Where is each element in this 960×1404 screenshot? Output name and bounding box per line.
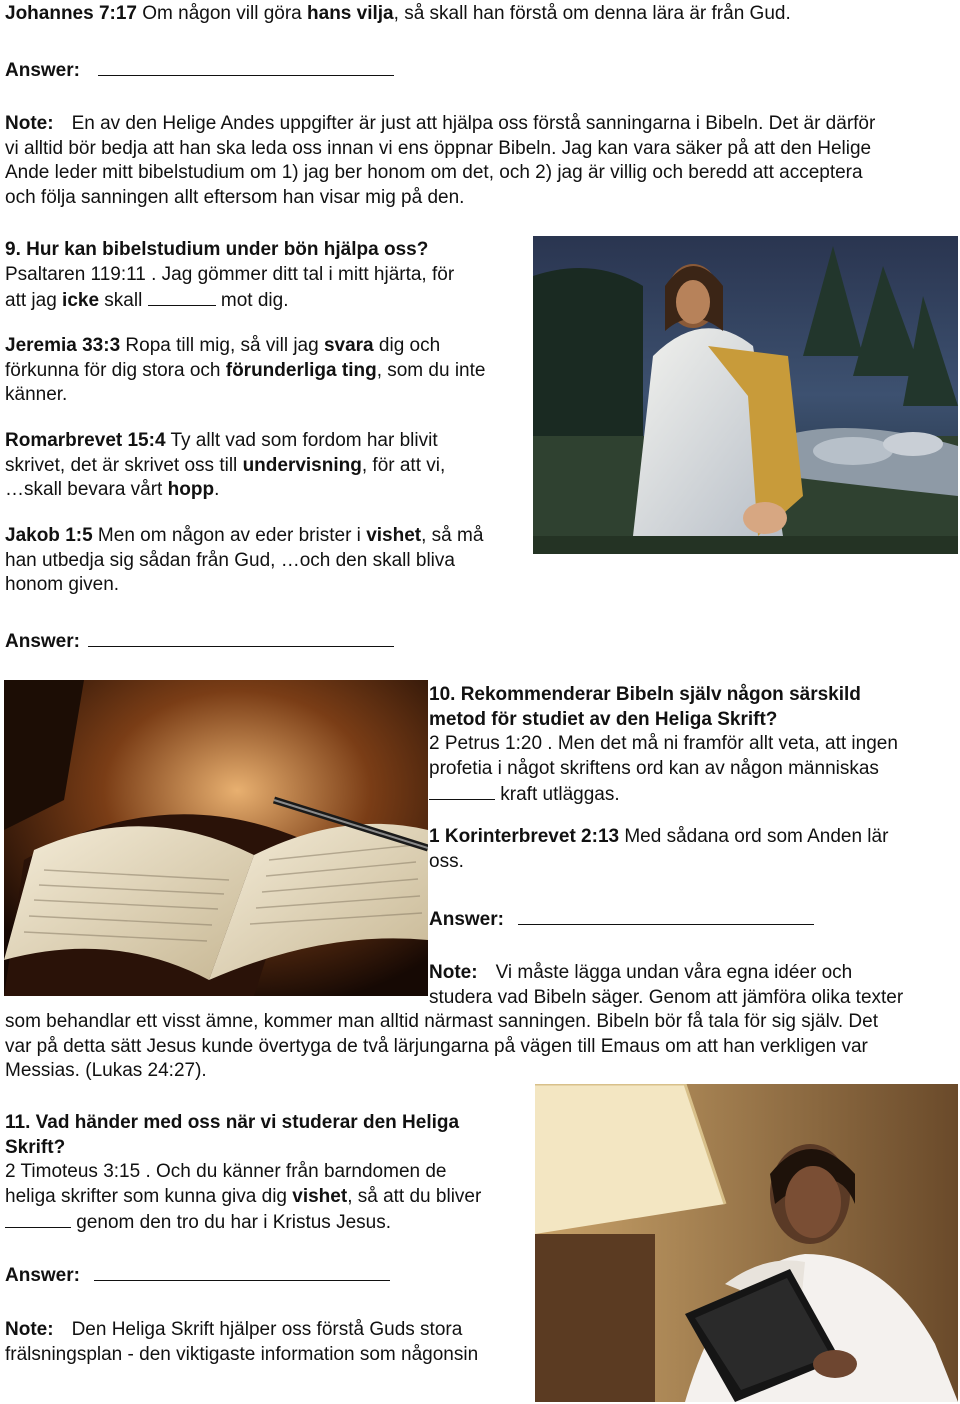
note-label: Note: xyxy=(5,113,54,134)
note-label: Note: xyxy=(429,962,478,983)
question-11: 11. Vad händer med oss när vi studerar den Heliga Skrift? 2 Timoteus 3:15 . Och du känner från barndomen de heliga skrifter som kunna giva dig vishet, så att du bliver genom den tro du har i Kristus Jesus. xyxy=(5,1112,482,1233)
answer-row-q8 xyxy=(5,57,394,84)
answer-label: Answer: xyxy=(5,60,80,81)
woman-reading-image xyxy=(535,1084,958,1402)
answer-blank[interactable] xyxy=(98,57,394,76)
answer-blank[interactable] xyxy=(88,628,394,647)
answer-row-q10 xyxy=(429,906,814,933)
note-label: Note: xyxy=(5,1319,54,1340)
question-10: 10. Rekommenderar Bibeln själv någon särskild metod för studiet av den Heliga Skrift? 2 Petrus 1:20 . Men det må ni framför allt veta, att ingen profetia i något skriftens ord kan av någon människas kraft utläggas. xyxy=(429,684,898,805)
answer-row-q9 xyxy=(5,628,394,655)
note-q10-bottom: som behandlar ett visst ämne, kommer man alltid närmast sanningen. Bibeln bör få tala för sig själv. Det var på detta sätt Jesus kunde övertyga de två lärjungarna på vägen till Emaus om att han verkligen var Messias. (Lukas 24:27). xyxy=(5,1011,878,1081)
answer-label: Answer: xyxy=(429,909,504,930)
note-q10-top: Note: Vi måste lägga undan våra egna idéer och studera vad Bibeln säger. Genom att jämföra olika texter xyxy=(429,962,904,1008)
note-q11: Note: Den Heliga Skrift hjälper oss förstå Guds stora frälsningsplan - den viktigaste information som någonsin xyxy=(5,1319,479,1365)
fill-blank[interactable] xyxy=(5,1209,71,1228)
fill-blank[interactable] xyxy=(148,287,216,306)
question-heading: 11. Vad händer med oss när vi studerar den Heliga xyxy=(5,1112,460,1133)
verse-jakob: Jakob 1:5 Men om någon av eder brister i vishet, så må han utbedja sig sådan från Gud, …och den skall bliva honom given. xyxy=(5,525,484,595)
answer-blank[interactable] xyxy=(94,1262,390,1281)
fill-blank[interactable] xyxy=(429,781,495,800)
answer-label: Answer: xyxy=(5,1265,80,1286)
verse-ref: Johannes 7:17 xyxy=(5,3,137,24)
question-heading: 10. Rekommenderar Bibeln själv någon särskild xyxy=(429,684,861,705)
verse-romarbrevet: Romarbrevet 15:4 Ty allt vad som fordom har blivit skrivet, det är skrivet oss till undervisning, för att vi, …skall bevara vårt hopp. xyxy=(5,430,446,500)
verse-johannes: Johannes 7:17 Om någon vill göra hans vilja, så skall han förstå om denna lära är från Gud. xyxy=(5,3,791,24)
question-9: 9. Hur kan bibelstudium under bön hjälpa oss? Psaltaren 119:11 . Jag gömmer ditt tal i mitt hjärta, för att jag icke skall mot dig. xyxy=(5,239,455,311)
answer-row-q11 xyxy=(5,1262,390,1289)
verse-jeremia: Jeremia 33:3 Ropa till mig, så vill jag svara dig och förkunna för dig stora och förunderliga ting, som du inte känner. xyxy=(5,335,486,405)
note-q8: Note: En av den Helige Andes uppgifter är just att hjälpa oss förstå sanningarna i Bibeln. Det är därför vi alltid bör bedja att han ska leda oss innan vi ens öppnar Bibeln. Jag kan vara säker på att den Helige Ande leder mitt bibelstudium om 1) jag ber honom om det, och 2) jag är villig och beredd att acceptera och följa sanningen allt eftersom han visar mig på den. xyxy=(5,113,876,208)
answer-blank[interactable] xyxy=(518,906,814,925)
praying-jesus-image xyxy=(533,236,958,554)
question-heading: 9. Hur kan bibelstudium under bön hjälpa oss? xyxy=(5,239,429,260)
verse-korinter: 1 Korinterbrevet 2:13 Med sådana ord som Anden lär oss. xyxy=(429,826,889,872)
answer-label: Answer: xyxy=(5,631,80,652)
open-bible-image xyxy=(4,680,428,996)
